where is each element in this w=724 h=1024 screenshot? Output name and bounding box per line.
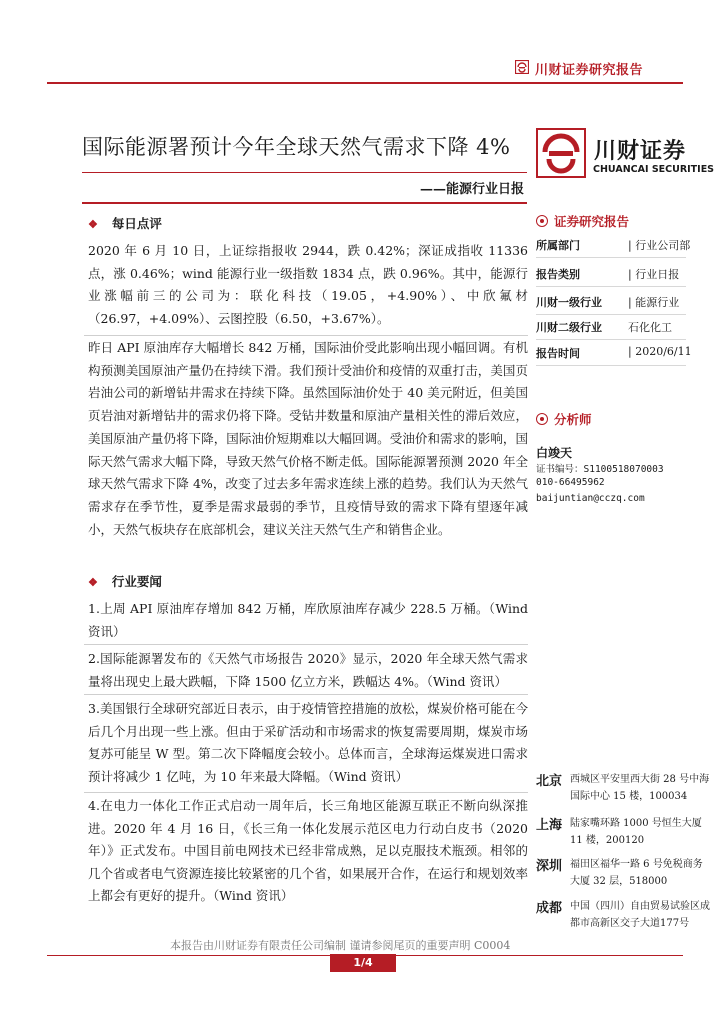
paragraph-divider bbox=[84, 335, 528, 336]
brand-name-en: CHUANCAI SECURITIES bbox=[593, 164, 715, 175]
analyst-name: 白竣天 bbox=[536, 446, 573, 460]
page-title: 国际能源署预计今年全球天然气需求下降 4% bbox=[82, 135, 511, 159]
news-divider bbox=[84, 792, 528, 793]
info-row-category: 报告类别 | 行业日报 bbox=[536, 268, 680, 281]
news-item-1: 1.上周 API 原油库存增加 842 万桶，库欣原油库存减少 228.5 万桶。（Wind 资讯） bbox=[88, 601, 528, 639]
info-row-date: 报告时间 | 2020/6/11 bbox=[536, 345, 692, 360]
diamond-bullet-icon: ❖ bbox=[88, 218, 98, 231]
target-icon bbox=[536, 215, 548, 227]
page-subtitle: ——能源行业日报 bbox=[420, 182, 525, 197]
office-addr-beijing: 西城区平安里西大街 28 号中海国际中心 15 楼，100034 bbox=[570, 774, 710, 802]
title-rule bbox=[82, 172, 527, 173]
info-divider bbox=[536, 365, 686, 366]
office-addr-shenzhen: 福田区福华一路 6 号免税商务大厦 32 层，518000 bbox=[570, 859, 703, 887]
info-row-industry-l2: 川财二级行业 石化化工 bbox=[536, 321, 672, 334]
office-city-beijing: 北京 bbox=[536, 774, 563, 789]
office-addr-shanghai: 陆家嘴环路 1000 号恒生大厦 11 楼，200120 bbox=[570, 818, 702, 846]
news-divider bbox=[84, 644, 528, 645]
analyst-heading: 分析师 bbox=[536, 410, 592, 428]
office-addr-chengdu: 中国（四川）自由贸易试验区成都市高新区交子大道177号 bbox=[570, 901, 710, 929]
news-item-3: 3.美国银行全球研究部近日表示，由于疫情管控措施的放松，煤炭价格可能在今后几个月出现一些上涨。但由于采矿活动和市场需求的恢复需要周期，煤炭市场复苏可能呈 W 型。第二次下降幅度会较小。总体而言，全球海运煤炭进口需求预计将减少 1 亿吨，为 10 年来最大降幅。（Wind 资讯） bbox=[88, 701, 528, 784]
info-row-industry-l1: 川财一级行业 | 能源行业 bbox=[536, 296, 680, 309]
office-city-shenzhen: 深圳 bbox=[536, 859, 563, 874]
analyst-email[interactable]: baijuntian@cczq.com bbox=[536, 493, 645, 504]
info-divider bbox=[536, 257, 686, 258]
footer-disclaimer: 本报告由川财证券有限责任公司编制 谨请参阅尾页的重要声明 C0004 bbox=[170, 939, 511, 952]
daily-comment-para-1: 2020 年 6 月 10 日，上证综指报收 2944，跌 0.42%；深证成指收 11336 点，涨 0.46%；wind 能源行业一级指数 1834 点，跌 0.96%。其中，能源行业涨幅前三的公司为：联化科技（19.05，+4.90%）、中欣氟材（26.97，+4.09%）、云图控股（6.50，+3.67%）。 bbox=[88, 243, 528, 327]
brand-name-cn: 川财证券 bbox=[594, 139, 687, 164]
news-heading: ❖ 行业要闻 bbox=[88, 574, 162, 589]
daily-comment-para-2: 昨日 API 原油库存大幅增长 842 万桶，国际油价受此影响出现小幅回调。有机构预测美国原油产量仍在持续下滑。我们预计受油价和疫情的双重打击，美国页岩油公司的新增钻井需求在持续下降。虽然国际油价处于 40 美元附近，但美国页岩油对新增钻井的需求仍将下降。受钻井数量和原油产量相关性的滞后效应，美国原油产量仍将下降，国际油价短期难以大幅回调。受油价和需求的影响，国际天然气需求大幅下降，导致天然气价格不断走低。国际能源署预测 2020 年全球天然气需求下降 4%，改变了过去多年需求连续上涨的趋势。我们认为天然气需求存在季节性，夏季是需求最弱的季节，且疫情导致的需求下降有望逐年减小，天然气板块存在底部机会，建议关注天然气生产和销售企业。 bbox=[88, 340, 528, 537]
diamond-bullet-icon: ❖ bbox=[88, 576, 98, 589]
news-item-2: 2.国际能源署发布的《天然气市场报告 2020》显示，2020 年全球天然气需求量将出现史上最大跌幅，下降 1500 亿立方米，跌幅达 4%。（Wind 资讯） bbox=[88, 651, 528, 689]
news-item-4: 4.在电力一体化工作正式启动一周年后，长三角地区能源互联正不断向纵深推进。2020 年 4 月 16 日，《长三角一体化发展示范区电力行动白皮书（2020 年）》正式发布。中国目前电网技术已经非常成熟，足以克服技术瓶颈。相邻的几个省或者电气资源连接比较紧密的几个省，如果展开合作，在运行和规划效率上都会有更好的提升。（Wind 资讯） bbox=[88, 798, 528, 903]
office-city-shanghai: 上海 bbox=[536, 818, 563, 833]
brand-logo-icon bbox=[515, 60, 529, 74]
analyst-cert: 证书编号：S1100518070003 bbox=[536, 464, 664, 475]
office-city-chengdu: 成都 bbox=[536, 901, 563, 916]
info-divider bbox=[536, 339, 686, 340]
analyst-phone: 010-66495962 bbox=[536, 477, 605, 488]
header-brand-report: 川财证券研究报告 bbox=[535, 63, 644, 78]
report-info-heading: 证券研究报告 bbox=[536, 212, 629, 230]
info-divider bbox=[536, 314, 686, 315]
header-rule bbox=[47, 82, 683, 84]
news-divider bbox=[84, 694, 528, 695]
info-divider bbox=[536, 286, 686, 287]
daily-comment-heading: ❖ 每日点评 bbox=[88, 216, 162, 231]
info-row-department: 所属部门 | 行业公司部 bbox=[536, 239, 691, 252]
target-icon bbox=[536, 413, 548, 425]
chuancai-logo-icon bbox=[536, 128, 586, 178]
title-rule-bottom bbox=[82, 202, 527, 204]
page-number: 1/4 bbox=[330, 954, 396, 972]
